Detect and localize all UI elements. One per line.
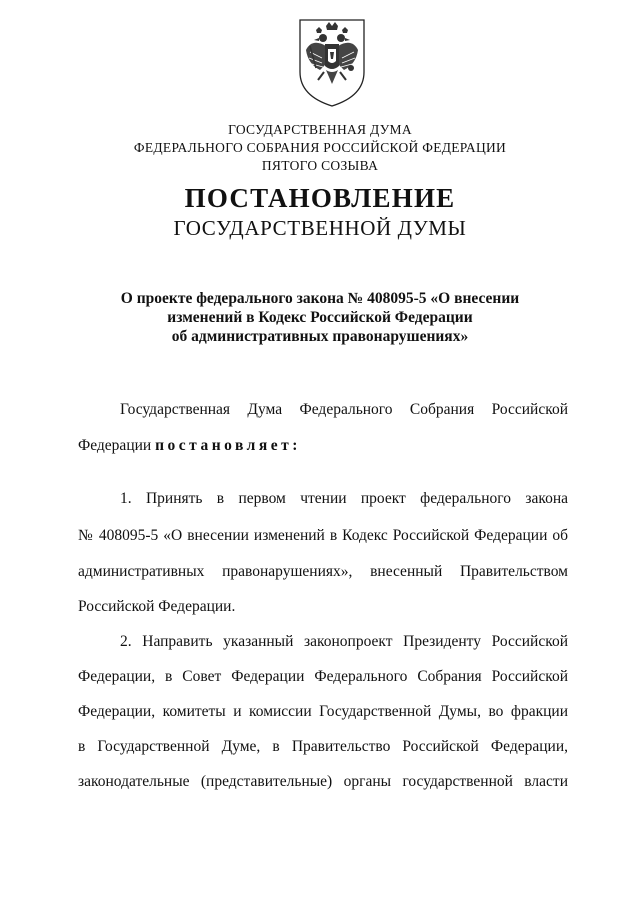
clause-2-line: в Государственной Думе, в Правительство Российской Федерации, (78, 738, 568, 755)
preamble-prefix: Федерации (78, 437, 152, 454)
document-subject (0, 289, 640, 346)
clause-1-line: административных правонарушениях», внесенный Правительством (78, 563, 568, 580)
preamble-line (78, 437, 568, 455)
organization-line: ГОСУДАРСТВЕННАЯ ДУМА (228, 122, 412, 137)
organization-line: ПЯТОГО СОЗЫВА (261, 158, 379, 173)
subject-line: О проекте федерального закона № 408095-5 «О внесении (120, 290, 520, 307)
document-subtitle: ГОСУДАРСТВЕННОЙ ДУМЫ (173, 216, 467, 240)
clause-2-line: 2. Направить указанный законопроект Президенту Российской (120, 633, 568, 650)
organization-line: ФЕДЕРАЛЬНОГО СОБРАНИЯ РОССИЙСКОЙ ФЕДЕРАЦИИ (133, 140, 507, 155)
clause-2-line: Федерации, в Совет Федерации Федерального Собрания Российской (78, 668, 568, 685)
subject-line: об административных правонарушениях» (171, 328, 469, 345)
organization-header (0, 121, 640, 175)
clause-2-line: Федерации, комитеты и комиссии Государственной Думы, во фракции (78, 703, 568, 720)
clause-2-line: законодательные (представительные) органы государственной власти (78, 773, 568, 790)
coat-of-arms-icon (296, 16, 368, 108)
clause-1-line: Российской Федерации. (78, 598, 236, 615)
preamble-line: Государственная Дума Федерального Собрания Российской (120, 401, 568, 418)
clause-1-line: № 408095-5 «О внесении изменений в Кодекс Российской Федерации об (78, 527, 568, 544)
preamble-verb: постановляет: (155, 437, 301, 454)
document-title: ПОСТАНОВЛЕНИЕ (184, 183, 456, 213)
subject-line: изменений в Кодекс Российской Федерации (167, 309, 473, 326)
clause-1-line: 1. Принять в первом чтении проект федерального закона (120, 490, 568, 507)
